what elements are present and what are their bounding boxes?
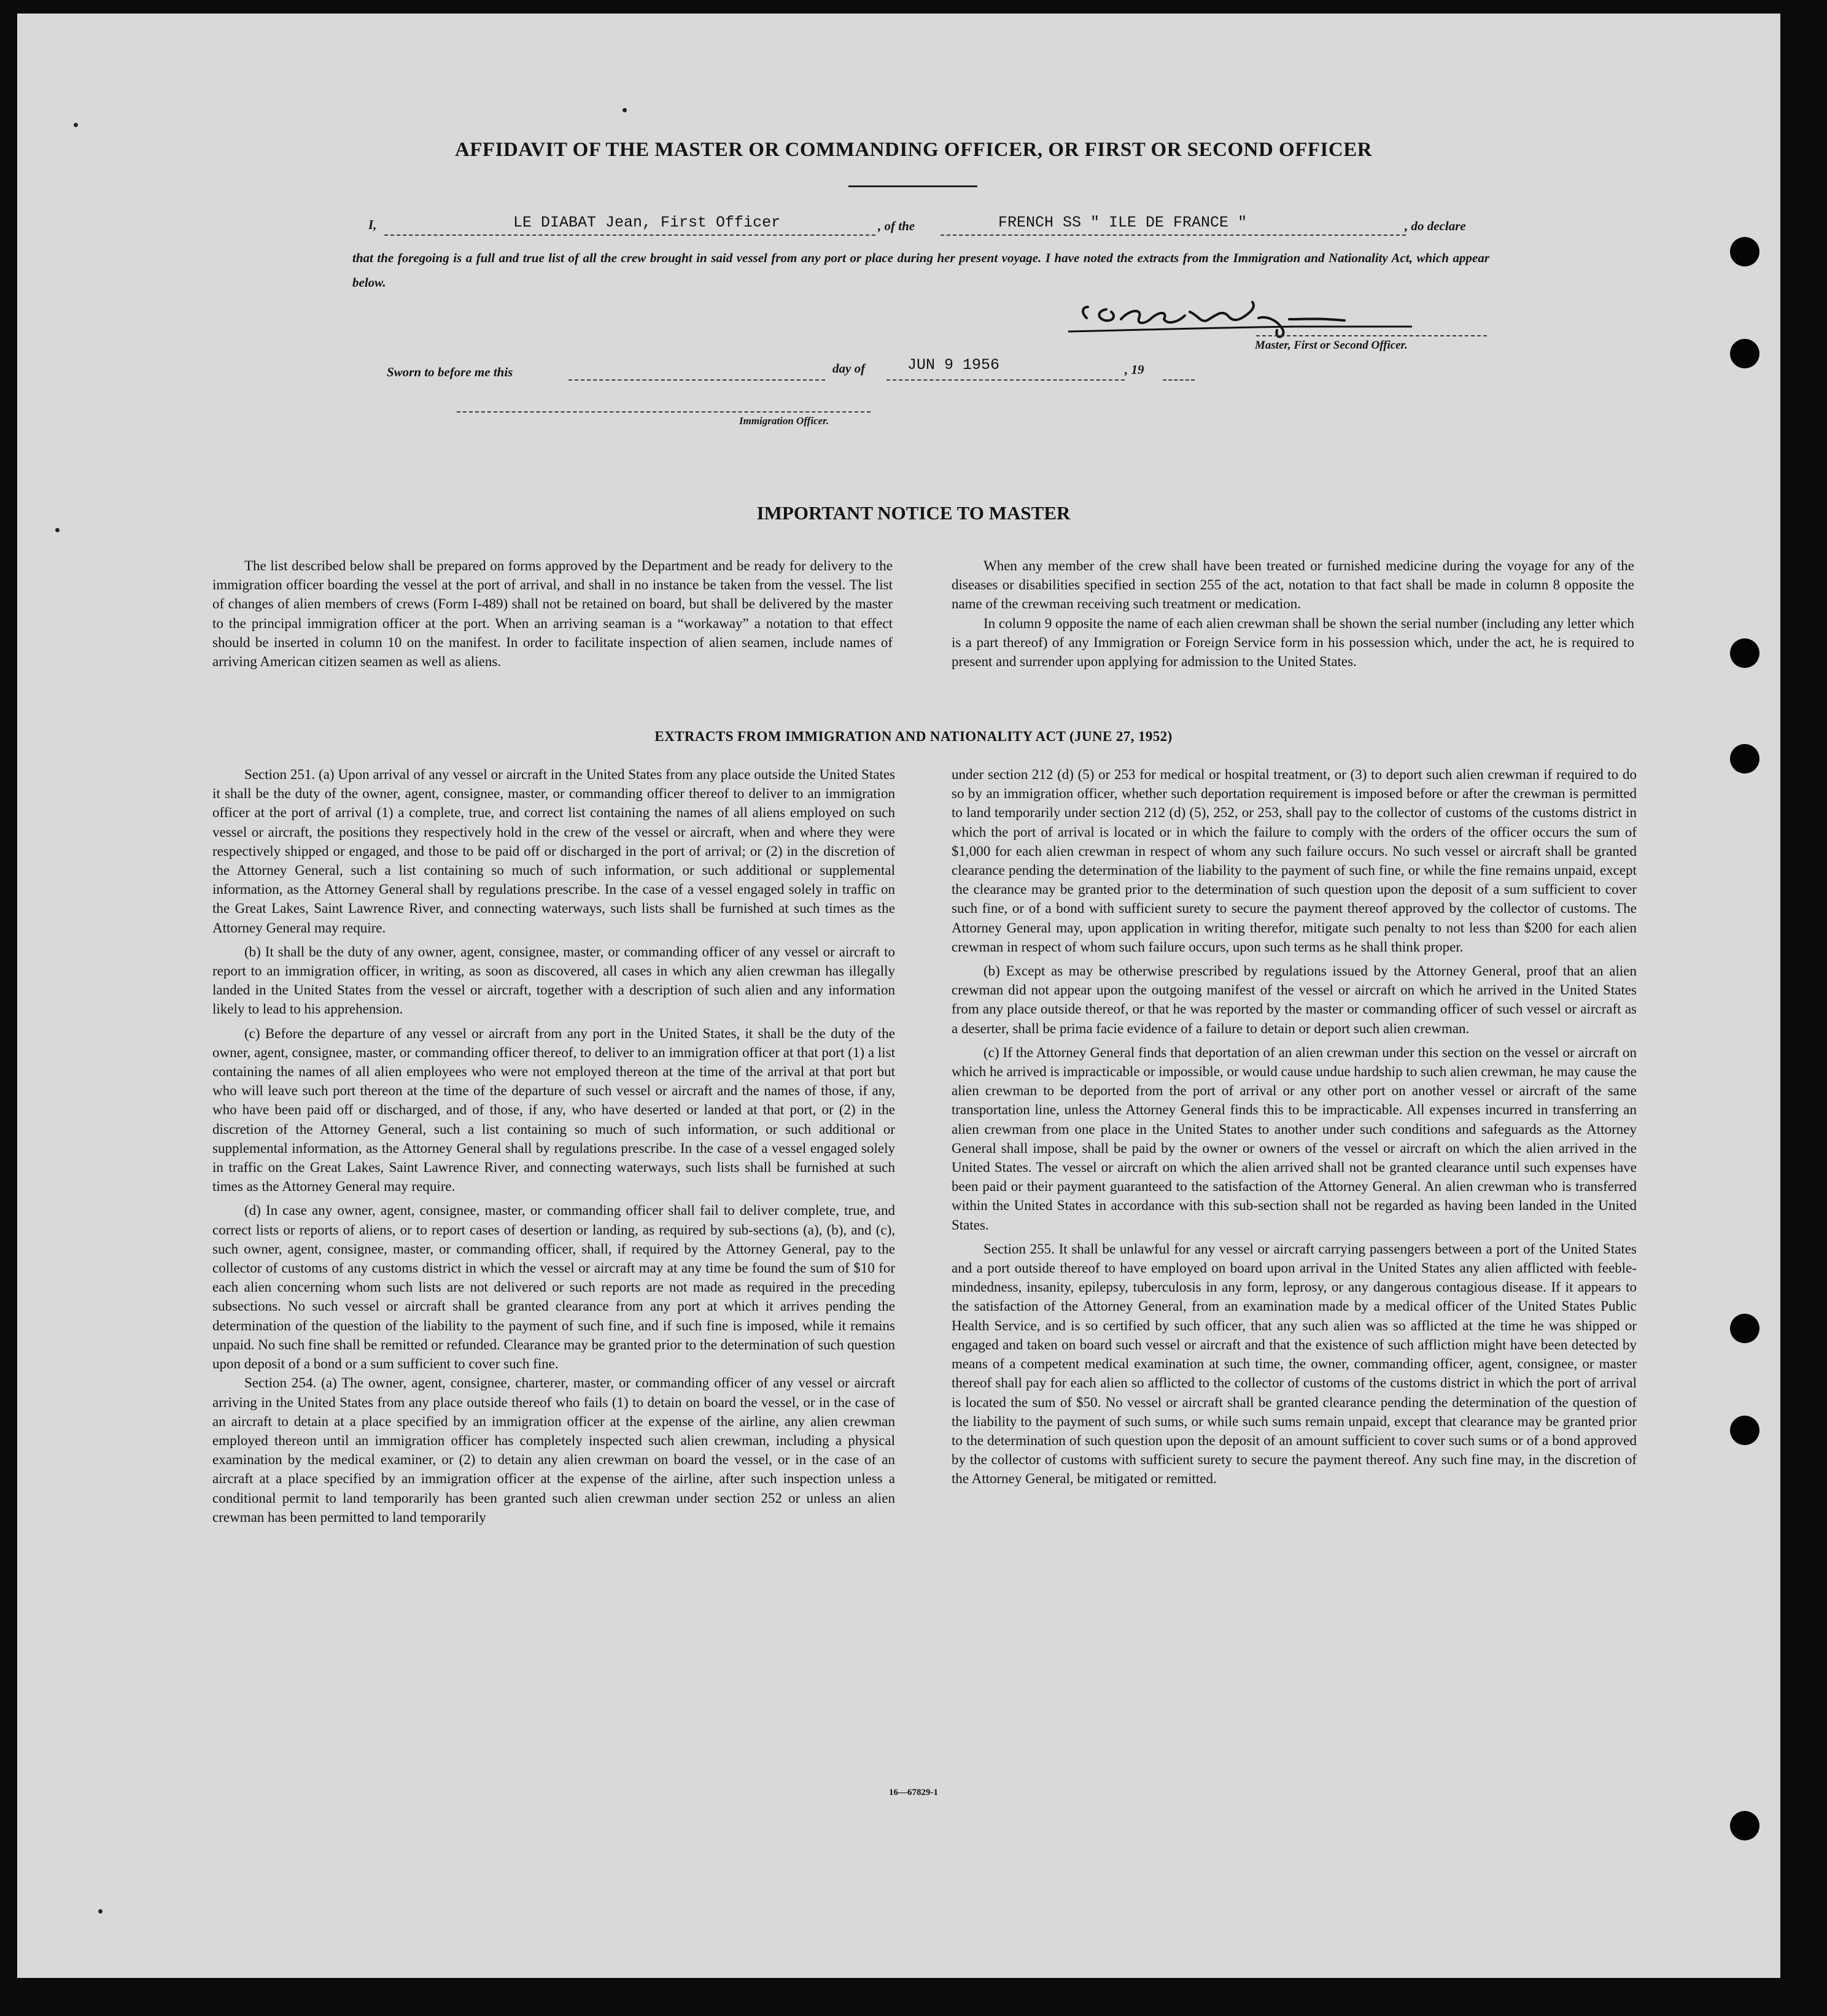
notice-heading: IMPORTANT NOTICE TO MASTER [756, 502, 1071, 524]
punch-hole [1730, 744, 1759, 773]
do-declare-label: , do declare [1405, 219, 1466, 233]
year-prefix: , 19 [1125, 362, 1144, 377]
section-251-d: (d) In case any owner, agent, consignee, master, or commanding officer shall fail to deliver complete, true, and correct lists or reports of aliens, or to report cases of desertion or landing, as required by sub-sections (a), (b), and (c), such owner, agent, consignee, master, or commanding officer, shall, if required by the Attorney General, pay to the collector of customs of any customs district in which the vessel or aircraft may at any time be found the sum of $10 for each alien concerning whom such lists are not delivered or such reports are not made as required in the preceding subsections. No such vessel or aircraft shall be granted clearance from any port at which it arrives pending the determination of the question of the liability to the payment of such fine, and if such fine is imposed, while it remains unpaid. No such fine shall be remitted or refunded. Clearance may be granted prior to the determination of such question upon deposit of a bond or a sum sufficient to cover such fine. [212, 1203, 895, 1372]
scan-speck [623, 108, 627, 112]
signature-caption: Master, First or Second Officer. [1255, 339, 1408, 352]
section-251-a: Section 251. (a) Upon arrival of any vessel or aircraft in the United States from any place outside the United States it shall be the duty of the owner, agent, consignee, master, or commanding officer thereof to deliver to an immigration officer at the port of arrival (1) a complete, true, and correct list containing the names of all aliens employed on such vessel or aircraft, the positions they respectively hold in the crew of the vessel or aircraft, when and where they were respectively shipped or engaged, and those to be paid off or discharged in the port of arrival; or (2) in the discretion of the Attorney General, such a list containing so much of such information, or such additional or supplemental information, as the Attorney General shall by regulations prescribe. In the case of a vessel engaged solely in traffic on the Great Lakes, Saint Lawrence River, and connecting waterways, such lists shall be furnished at such times as the Attorney General may require. [212, 767, 895, 936]
day-of-label: day of [832, 361, 866, 376]
notice-left-column [212, 556, 893, 676]
title-underline [848, 185, 977, 187]
vessel-line [941, 235, 1406, 236]
section-255: Section 255. It shall be unlawful for any vessel or aircraft carrying passengers between a port of the United States and a port outside thereof to have employed on board upon arrival in the United States any alien afflicted with feeble-mindedness, insanity, epilepsy, tuberculosis in any form, leprosy, or any dangerous contagious disease. If it appears to the satisfaction of the Attorney General, from an examination made by a medical officer of the United States Public Health Service, and is so certified by such officer, that any such alien was so afflicted at the time he was shipped or engaged and taken on board such vessel or aircraft and that the existence of such affliction might have been detected by means of a competent medical examination at such time, the owner, commanding officer, agent, consignee, or master thereof shall pay for each alien so afflicted to the collector of customs of the customs district in which the port of arrival is located the sum of $50. No vessel or aircraft shall be granted clearance pending the determination of the question of the liability to the payment of such sums, or while such sums remain unpaid, except that clearance may be granted prior to the determination of such question upon the deposit of an amount sufficient to cover such sums or of a bond approved by the collector of customs with sufficient surety to secure the payment thereof. Any such fine may, in the discretion of the Attorney General, be mitigated or remitted. [952, 1241, 1637, 1487]
signature-line [1256, 335, 1487, 336]
section-254-b: (b) Except as may be otherwise prescribed by regulations issued by the Attorney General, proof that an alien crewman did not appear upon the outgoing manifest of the vessel or aircraft on which he arrived in the United States from any place outside thereof, or that he was reported by the master or commanding officer of such vessel or aircraft as a deserter, shall be prima facie evidence of a failure to detain or deport such alien crewman. [952, 963, 1637, 1036]
section-254-a-continued: under section 212 (d) (5) or 253 for medical or hospital treatment, or (3) to deport such alien crewman if required to do so by an immigration officer, whether such deportation requirement is imposed before or after the crewman is permitted to land temporarily under section 212 (d) (5), 252, or 253, shall pay to the collector of customs of the customs district in which the port of arrival is located or in which the failure to comply with the orders of the officer occurs the sum of $1,000 for each alien crewman in respect of whom any such failure occurs. No such vessel or aircraft shall be granted clearance pending the determination of the liability to the payment of such fine, or while the fine remains unpaid, except the clearance may be granted prior to the determination of such question upon the deposit of a sum sufficient to cover such fine, or of a bond with sufficient surety to secure the payment thereof approved by the collector of customs. The Attorney General may, upon application in writing therefor, mitigate such penalty to not less than $200 for each alien crewman in respect of whom such failure occurs, upon such terms as he shall think proper. [952, 767, 1637, 955]
of-the-label: , of the [878, 219, 915, 233]
extracts-right-column [952, 765, 1637, 1494]
sworn-label: Sworn to before me this [387, 365, 513, 379]
scan-speck [74, 123, 78, 127]
notice-paragraph: In column 9 opposite the name of each alien crewman shall be shown the serial number (including any letter which is a part thereof) of any Immigration or Foreign Service form in his possession which, under the act, he is required to present and surrender upon applying for admission to the United States. [952, 615, 1634, 670]
punch-hole [1730, 237, 1759, 266]
date-stamp: JUN 9 1956 [907, 356, 1000, 374]
form-number: 16—67829-1 [889, 1788, 938, 1797]
extracts-left-column [212, 765, 895, 1532]
punch-hole [1730, 638, 1759, 668]
section-251-c: (c) Before the departure of any vessel or aircraft from any port in the United States, it shall be the duty of the owner, agent, consignee, master, or commanding officer thereof, to deliver to an immigration officer at that port (1) a list containing the names of all alien employees who were not employed thereon at the time of the arrival at that port but who will leave such port thereon at the time of the departure of such vessel or aircraft and the names of those, if any, who have been paid off or discharged, and of those, if any, who have deserted or landed at that port, or (2) in the discretion of the Attorney General, such a list containing so much of such information, or such additional or supplemental information, as the Attorney General shall by regulations prescribe. In the case of a vessel engaged solely in traffic on the Great Lakes, Saint Lawrence River, and connecting waterways, such lists shall be furnished at such times as the Attorney General may require. [212, 1025, 895, 1195]
vessel-name: FRENCH SS " ILE DE FRANCE " [998, 214, 1247, 231]
officer-line [457, 411, 871, 413]
section-254-c: (c) If the Attorney General finds that deportation of an alien crewman under this section on the vessel or aircraft on which he arrived is impracticable or impossible, or would cause undue hardship to such alien crewman, he may cause the alien crewman to be deported from the port of arrival or any other port on another vessel or aircraft of the same transportation line, unless the Attorney General finds this to be impracticable. All expenses incurred in transferring an alien crewman from one place in the United States to another under such conditions and safeguards as the Attorney General shall impose, shall be paid by the owner or owners of the vessel or aircraft on which the alien arrived in the United States. The vessel or aircraft on which the alien arrived shall not be granted clearance until such expenses have been paid or their payment guaranteed to the satisfaction of the Attorney General. An alien crewman who is transferred within the United States in accordance with this sub-section shall not be regarded as having been landed in the United States. [952, 1044, 1637, 1233]
affidavit-title: AFFIDAVIT OF THE MASTER OR COMMANDING OFFICER, OR FIRST OR SECOND OFFICER [454, 139, 1373, 161]
punch-hole [1730, 1416, 1759, 1445]
year-line [1163, 379, 1195, 381]
declarant-line [384, 235, 875, 236]
notice-right-column [952, 556, 1634, 676]
notice-paragraph: The list described below shall be prepared on forms approved by the Department and be ready for delivery to the immigration officer boarding the vessel at the port of arrival, and shall in no instance be taken from the vessel. The list of changes of alien members of crews (Form I-489) shall not be retained on board, but shall be delivered by the master to the principal immigration officer at the port. When an arriving seaman is a “workaway” a notation to that effect should be inserted in column 10 on the manifest. In order to facilitate inspection of alien seamen, include names of arriving American citizen seamen as well as aliens. [212, 558, 893, 670]
i-label: I, [368, 217, 377, 232]
immigration-officer-caption: Immigration Officer. [739, 415, 829, 427]
scan-speck [55, 528, 60, 532]
sworn-day-line [568, 379, 825, 381]
section-251-b: (b) It shall be the duty of any owner, agent, consignee, master, or commanding officer of any vessel or aircraft to report to an immigration officer, in writing, as soon as discovered, all cases in which any alien crewman has illegally landed in the United States from the vessel or aircraft, together with a description of such alien and any information likely to lead to his apprehension. [212, 944, 895, 1017]
extracts-heading: EXTRACTS FROM IMMIGRATION AND NATIONALITY ACT (JUNE 27, 1952) [654, 729, 1173, 744]
notice-paragraph: When any member of the crew shall have been treated or furnished medicine during the voyage for any of the diseases or disabilities specified in section 255 of the act, notation to that fact shall be made in column 8 opposite the name of the crewman receiving such treatment or medication. [952, 558, 1634, 612]
punch-hole [1730, 1314, 1759, 1343]
date-line [886, 379, 1125, 381]
scan-speck [98, 1909, 103, 1913]
punch-hole [1730, 1811, 1759, 1840]
section-254-a: Section 254. (a) The owner, agent, consignee, charterer, master, or commanding officer of any vessel or aircraft arriving in the United States from any place outside thereof who fails (1) to detain on board the vessel, or in the case of an aircraft to detain at a place specified by an immigration officer at the expense of the airline, any alien crewman employed thereon until an immigration officer has completely inspected such alien crewman, including a physical examination by the medical examiner, or (2) to detain any alien crewman on board the vessel, or in the case of an aircraft at a place specified by an immigration officer at the expense of the airline, after such inspection unless a conditional permit to land temporarily has been granted such alien crewman under section 252 or unless an alien crewman has been permitted to land temporarily [212, 1375, 895, 1525]
punch-hole [1730, 339, 1759, 368]
declaration-text: that the foregoing is a full and true list of all the crew brought in said vessel from any port or place during her present voyage. I have noted the extracts from the Immigration and Nationality Act, which appear below. [352, 250, 1489, 290]
declarant-name: LE DIABAT Jean, First Officer [513, 214, 781, 231]
